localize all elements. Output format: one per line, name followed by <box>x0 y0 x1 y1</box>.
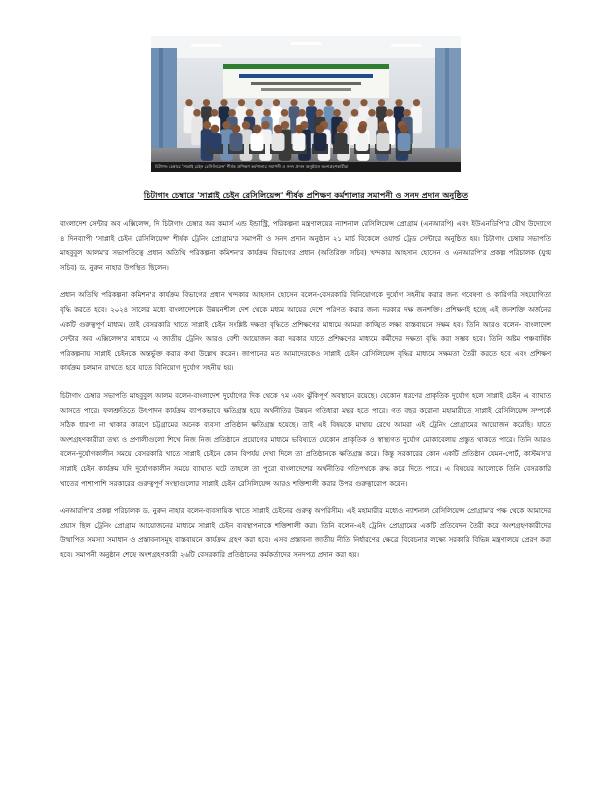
article-body <box>60 217 551 575</box>
article-paragraph-3: চিটাগাং চেম্বার সভাপতি মাহবুবুল আলম বলেন-বাংলাদেশ দুর্যোগের দিক থেকে ৭ম এবং ঝুঁকিপূর্ণ অবস্থানে রয়েছে। যেকোন ধরণের প্রাকৃতিক দুর্যোগ হলে সাপ্লাই চেইন এ ব্যাঘাত আসতে পারে। ফলশ্রুতিতে উৎপাদন কার্যক্রম ব্যাপকভাবে ক্ষতিগ্রস্ত হয়ে অর্থনীতির উন্নয়ন গতিধারা মন্থর হতে পারে। গত বছর করোনা মহামারীতে সাপ্লাই রেসিলিয়েন্স সম্পর্কে সঠিক ধারণা না থাকার কারণে চট্টগ্রামের অনেক ব্যবসা প্রতিষ্ঠান ক্ষতিগ্রস্ত হয়েছে। তাই এই বিষয়কে মাথায় রেখে আমরা এই ট্রেনিং প্রোগ্রামের আয়োজন করেছি। যাতে অংশগ্রহণকারীরা তথ্য ও প্রণালীগুলো শিখে নিজ নিজ প্রতিষ্ঠানে প্রয়োগের মাধ্যমে ভবিষ্যতে যেকোন প্রাকৃতিক ও স্বাস্থ্যগত দুর্যোগ মোকাবেলায় প্রস্তুত থাকতে পারে। তিনি আরও বলেন-দুর্যোগকালীন সময়ে বেসরকারি খাতে সাপ্লাই চেইনে কোন বিপর্যয় দেখা দিলে তা প্রতিষ্ঠানকে ক্ষতিগ্রস্ত করে। কিন্তু সরকারের কোন একটি প্রতিষ্ঠান যেমন-পোর্ট, কাস্টমস'র সাপ্লাই চেইন কার্যক্রম যদি দুর্যোগকালীন সময়ে ব্যাঘাত ঘটে তাহলে তা পুরো বাংলাদেশের অর্থনীতির গতিপথকে রুদ্ধ করে দিতে পারে। এ বিষয়ের আলোকে তিনি বেসরকারি খাতের পাশাপাশি সরকারের গুরুত্বপূর্ণ সংস্থাগুলোর সাপ্লাই চেইন রেসিলিয়েন্স আরও শক্তিশালী করার উপর গুরুত্বারোপ করেন। <box>60 391 551 488</box>
group-photo-image <box>151 36 461 170</box>
photo-caption: চিটাগাং চেম্বারে 'সাপ্লাই চেইন রেসিলিয়েন্স' শীর্ষক প্রশিক্ষণ কর্মশালার সমাপনী ও সনদ প্রদান অনুষ্ঠানে অংশগ্রহণকারীরা <box>151 162 461 172</box>
article-paragraph-1: বাংলাদেশ সেন্টার অব এক্সিলেন্স, দি চিটাগাং চেম্বার অব কমার্স এন্ড ইন্ডাস্ট্রি, পরিকল্পনা মন্ত্রণালয়ের ন্যাশনাল রেসিলিয়েন্স প্রোগ্রাম (এনআরপি) এবং ইউএনডিপি'র যৌথ উদ্যোগে ৪ দিনব্যাপী 'সাপ্লাই চেইন রেসিলিয়েন্স' শীর্ষক ট্রেনিং প্রোগ্রাম'র সমাপনী ও সনদ প্রদান অনুষ্ঠান ২১ মার্চ বিকেলে ওয়ার্ল্ড ট্রেড সেন্টারে অনুষ্ঠিত হয়। চিটাগাং চেম্বার সভাপতি মাহবুবুল আলম'র সভাপতিত্বে প্রধান অতিথি পরিকল্পনা কমিশন'র কার্যক্রম বিভাগের প্রধান (অতিরিক্ত সচিব) খন্দকার আহসান হোসেন ও এনআরপি'র প্রকল্প পরিচালক (যুগ্ম সচিব) ড. নুরুন নাহার উপস্থিত ছিলেন। <box>60 220 551 272</box>
article-paragraph-4: এনআরপি'র প্রকল্প পরিচালক ড. নুরুন নাহার বলেন-ব্যবসায়িক খাতে সাপ্লাই চেইনের গুরুত্ব অপরিসীম। এই মহামারীর মধ্যেও ন্যাশনাল রেসিলিয়েন্স প্রোগ্রাম'র পক্ষ থেকে আমাদের প্রয়াস ছিল ট্রেনিং প্রোগ্রাম আয়োজনের মাধ্যমে সাপ্লাই চেইন ব্যবস্থাপনাকে শক্তিশালী করা। তিনি বলেন-এই ট্রেনিং প্রোগ্রামের একটি প্রতিবেদন তৈরী করে অংশগ্রহণকারীদের উত্থাপিত সমস্যা সমাধান ও প্রস্তাবনাসমূহ বাস্তবায়নে কার্যক্রম গ্রহণ করা হবে। এসব প্রস্তাবনা জাতীয় নীতি নির্ধারণের ক্ষেত্রে বিবেচনার লক্ষ্যে সরকারি বিভিন্ন মন্ত্রণালয়ে প্রেরণ করা হবে। সমাপনী অনুষ্ঠান শেষে অংশগ্রহণকারী ২৬টি বেসরকারি প্রতিষ্ঠানের কর্মকর্তাদের সনদপত্র প্রদান করা হয়। <box>60 507 551 559</box>
article-paragraph-2: প্রধান অতিথি পরিকল্পনা কমিশন'র কার্যক্রম বিভাগের প্রধান খন্দকার আহসান হোসেন বলেন-বেসরকারি বিনিয়োগকে দুর্যোগ সহনীয় করার জন্য গবেষণা ও কারিগরি সহযোগিতা বৃদ্ধি করতে হবে। ২০২৪ সালের মধ্যে বাংলাদেশকে উন্নয়নশীল দেশ থেকে মধ্যম আয়ের দেশে পরিণত করার জন্য দরকার দক্ষ জনশক্তি। প্রশিক্ষণই হচ্ছে এই জনশক্তি অর্জনের একটি গুরুত্বপূর্ণ মাধ্যম। তাই বেসরকারি খাতে সাপ্লাই চেইন সংশ্লিষ্ট দক্ষতা বৃদ্ধিতে প্রশিক্ষণের মাধ্যমে আমরা কাঙ্খিত লক্ষ্য বাস্তবায়নে সক্ষম হব। তিনি আরও বলেন- বাংলাদেশ সেন্টার অব এক্সিলেন্স'র মাধ্যমে এ জাতীয় ট্রেনিং আরও বেশী আয়োজন করা দরকার যাতে প্রশিক্ষণের মাধ্যমে কর্মীদের দক্ষতা বৃদ্ধি করা সম্ভব হবে। তিনি অষ্টম পঞ্চবার্ষিক পরিকল্পনায় সাপ্লাই চেইনকে অন্তর্ভুক্ত করার কথা উল্লেখ করেন। জাপানের মত আমাদেরকেও সাপ্লাই চেইন রেসিলিয়েন্স বৃদ্ধির মাধ্যমে সক্ষমতা তৈরী করতে হবে এবং প্রশিক্ষণ কার্যক্রম চলমান রাখতে হবে যাতে বিনিয়োগ দুর্যোগ সহনীয় হয়। <box>60 291 551 373</box>
group-photo <box>151 36 461 170</box>
article-headline: চিটাগাং চেম্বারে 'সাপ্লাই চেইন রেসিলিয়েন্স' শীর্ষক প্রশিক্ষণ কর্মশালার সমাপনী ও সনদ প্রদান অনুষ্ঠিত <box>143 190 469 200</box>
